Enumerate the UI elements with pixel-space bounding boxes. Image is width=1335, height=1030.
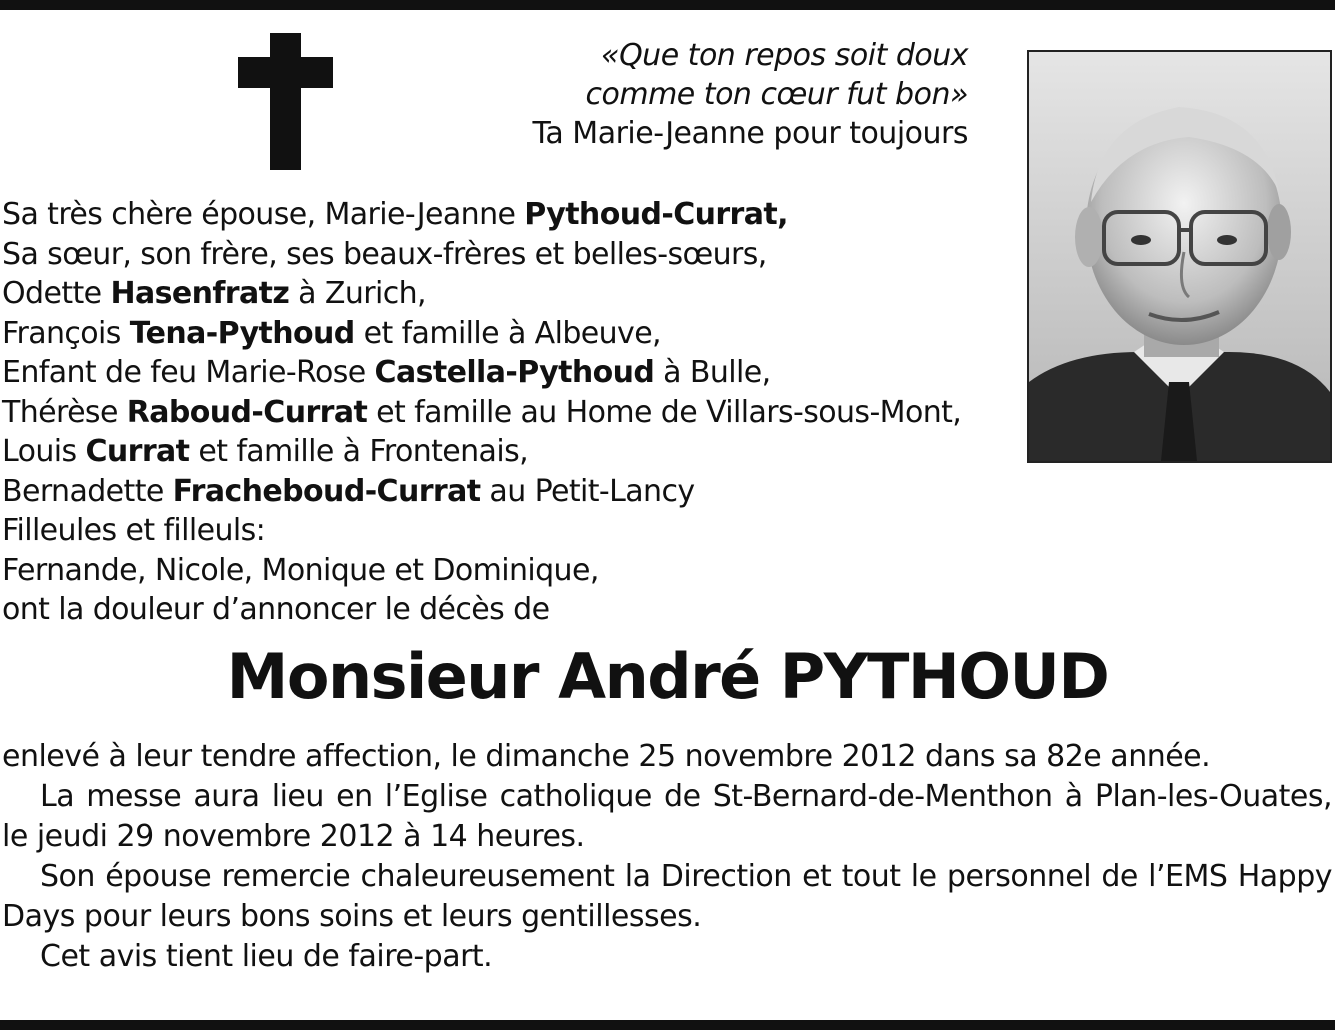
family-line: Louis Currat et famille à Frontenais,: [2, 434, 529, 469]
family-list: [2, 195, 1002, 630]
notice-paragraph: Cet avis tient lieu de faire-part.: [40, 939, 493, 974]
deceased-name: Monsieur André PYTHOUD: [226, 640, 1109, 713]
family-line: Fernande, Nicole, Monique et Dominique,: [2, 552, 599, 588]
top-rule: [0, 0, 1335, 10]
quote-signature: Ta Marie-Jeanne pour toujours: [532, 116, 968, 151]
cross-icon: [238, 33, 333, 170]
notice-paragraph: La messe aura lieu en l’Eglise catholique de St-Bernard-de-Menthon à Plan-les-Ouates, le jeudi 29 novembre 2012 à 14 heures.: [2, 779, 1332, 854]
notice-paragraph: Son épouse remercie chaleureusement la Direction et tout le personnel de l’EMS Happy Days pour leurs bons soins et leurs gentillesses.: [2, 859, 1332, 934]
portrait-illustration: [1029, 52, 1330, 461]
family-line: ont la douleur d’annoncer le décès de: [2, 592, 550, 627]
family-line: François Tena-Pythoud et famille à Albeuve,: [2, 315, 661, 351]
bottom-rule: [0, 1020, 1335, 1030]
family-line: Bernadette Fracheboud-Currat au Petit-Lancy: [2, 473, 695, 509]
family-line: Enfant de feu Marie-Rose Castella-Pythoud à Bulle,: [2, 355, 771, 390]
family-line: Filleules et filleuls:: [2, 513, 266, 548]
family-line: Sa sœur, son frère, ses beaux-frères et belles-sœurs,: [2, 236, 767, 272]
quote-line-2: comme ton cœur fut bon»: [585, 77, 968, 112]
quote-line-1: «Que ton repos soit doux: [601, 38, 968, 73]
family-line: Thérèse Raboud-Currat et famille au Home de Villars-sous-Mont,: [2, 394, 962, 430]
portrait-photo: [1027, 50, 1332, 463]
notice-body: [2, 737, 1332, 977]
memorial-quote: [420, 36, 968, 153]
notice-paragraph: enlevé à leur tendre affection, le dimanche 25 novembre 2012 dans sa 82e année.: [2, 739, 1211, 774]
family-line: Sa très chère épouse, Marie-Jeanne Pythoud-Currat,: [2, 197, 788, 232]
family-line: Odette Hasenfratz à Zurich,: [2, 276, 426, 311]
